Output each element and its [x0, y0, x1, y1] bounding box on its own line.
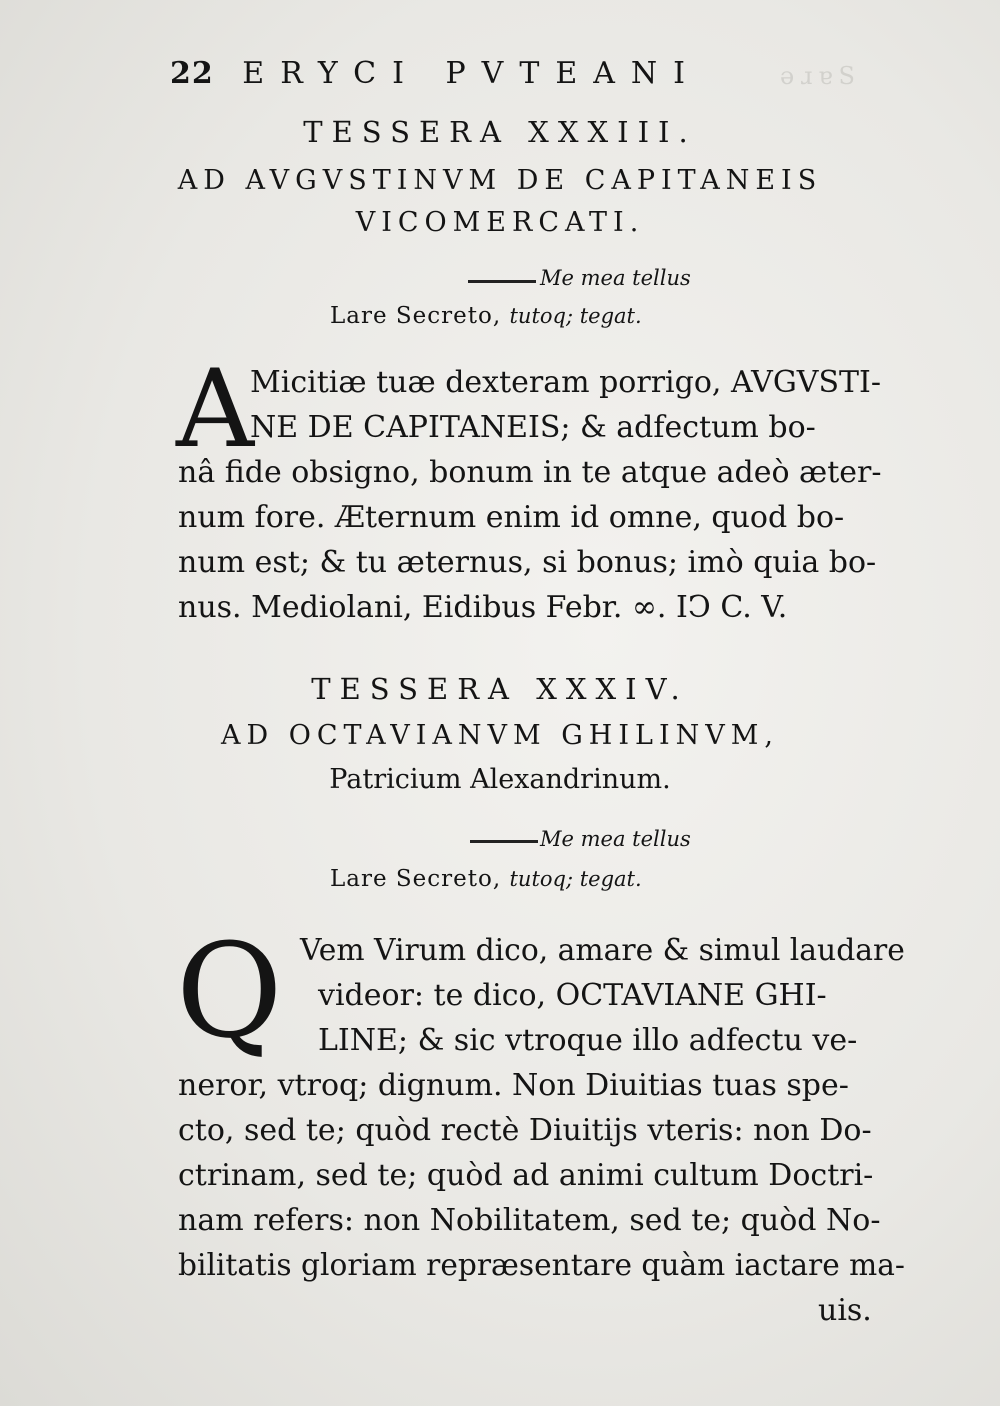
addressee-line: AD AVGVSTINVM DE CAPITANEIS: [177, 165, 823, 196]
paragraph-line: Vem Virum dico, amare & simul laudare: [300, 933, 905, 968]
motto-caps: Lare Secreto,: [330, 303, 502, 329]
paragraph-line: num fore. Æternum enim id omne, quod bo-: [178, 500, 845, 535]
addressee-line: VICOMERCATI.: [355, 207, 645, 238]
drop-cap: A: [176, 347, 254, 472]
paragraph-line: videor: te dico, OCTAVIANE GHI-: [318, 978, 827, 1013]
addressee-line: AD OCTAVIANVM GHILINVM,: [221, 720, 779, 751]
paragraph-line: LINE; & sic vtroque illo adfectu ve-: [318, 1023, 858, 1058]
motto-line: Me mea tellus: [540, 827, 691, 851]
paragraph-line: NE DE CAPITANEIS; & adfectum bo-: [250, 410, 816, 445]
page-number: 22: [170, 56, 214, 91]
paragraph-line: nus. Mediolani, Eidibus Febr. ∞. IↃ C. V.: [178, 590, 788, 625]
running-head: [170, 56, 701, 91]
motto-rule: [470, 840, 538, 843]
paragraph-line: nam refers: non Nobilitatem, sed te; quòd No-: [178, 1203, 881, 1238]
tessera-heading: TESSERA XXXIV.: [311, 672, 689, 706]
running-title: ERYCI PVTEANI: [242, 56, 702, 91]
motto-caps: Lare Secreto,: [330, 866, 502, 892]
show-through-text: ǝɹɐS: [780, 62, 861, 90]
paragraph-line: Micitiæ tuæ dexteram porrigo, AVGVSTI-: [250, 365, 881, 400]
paragraph-line: num est; & tu æternus, si bonus; imò quia bo-: [178, 545, 877, 580]
motto-line: Me mea tellus: [540, 266, 691, 290]
paragraph-line: neror, vtroq; dignum. Non Diuitias tuas spe-: [178, 1068, 849, 1103]
motto-italic: tutoq; tegat.: [509, 304, 642, 328]
addressee-line: Patricium Alexandrinum.: [329, 764, 671, 795]
paragraph-line: cto, sed te; quòd rectè Diuitijs vteris: non Do-: [178, 1113, 872, 1148]
paragraph-line: ctrinam, sed te; quòd ad animi cultum Doctri-: [178, 1158, 874, 1193]
motto-line: [330, 866, 642, 892]
paragraph-line: nâ fide obsigno, bonum in te atque adeò æter-: [178, 455, 882, 490]
motto-rule: [468, 280, 536, 283]
motto-italic: tutoq; tegat.: [509, 867, 642, 891]
paragraph-line: bilitatis gloriam repræsentare quàm iactare ma-: [178, 1248, 905, 1283]
tessera-heading: TESSERA XXXIII.: [303, 115, 697, 149]
paragraph-line: uis.: [818, 1293, 872, 1328]
drop-cap: Q: [176, 915, 283, 1067]
motto-line: [330, 303, 642, 329]
